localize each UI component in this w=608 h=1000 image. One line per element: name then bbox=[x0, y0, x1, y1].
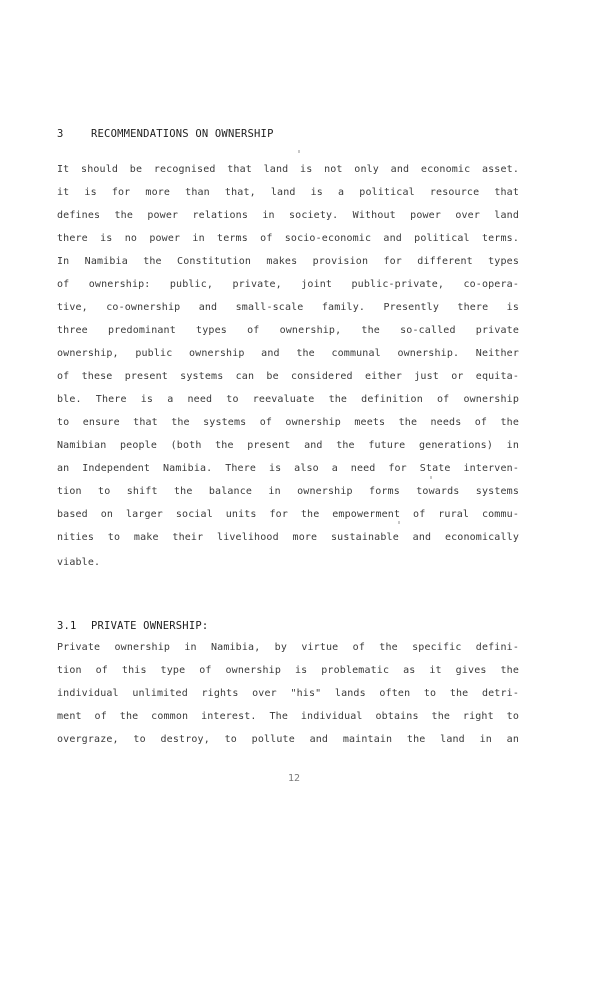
body-line: based on larger social units for the empowerment of rural commu- bbox=[57, 509, 519, 520]
body-line: nities to make their livelihood more sustainable and economically bbox=[57, 532, 519, 543]
body-line-last: viable. bbox=[57, 557, 101, 568]
body-line: it is for more than that, land is a political resource that bbox=[57, 187, 519, 198]
body-line: In Namibia the Constitution makes provision for different types bbox=[57, 256, 519, 267]
body-line: of ownership: public, private, joint public-private, co-opera- bbox=[57, 279, 519, 290]
section-3-number: 3 bbox=[57, 128, 64, 140]
scan-speck bbox=[398, 521, 400, 524]
section-3-1-number: 3.1 bbox=[57, 620, 77, 632]
body-line: there is no power in terms of socio-economic and political terms. bbox=[57, 233, 519, 244]
body-line: tive, co-ownership and small-scale family. Presently there is bbox=[57, 302, 519, 313]
body-line: ment of the common interest. The individual obtains the right to bbox=[57, 711, 519, 722]
scan-speck bbox=[430, 476, 432, 479]
body-line: overgraze, to destroy, to pollute and maintain the land in an bbox=[57, 734, 519, 745]
body-line: individual unlimited rights over "his" lands often to the detri- bbox=[57, 688, 519, 699]
section-3-1-title: PRIVATE OWNERSHIP: bbox=[91, 620, 209, 632]
section-3-heading bbox=[57, 128, 274, 140]
page-number: 12 bbox=[288, 773, 301, 784]
body-line: It should be recognised that land is not only and economic asset. bbox=[57, 164, 519, 175]
section-3-title: RECOMMENDATIONS ON OWNERSHIP bbox=[91, 128, 274, 140]
body-line: tion of this type of ownership is problematic as it gives the bbox=[57, 665, 519, 676]
body-line: an Independent Namibia. There is also a need for State interven- bbox=[57, 463, 519, 474]
body-line: Namibian people (both the present and the future generations) in bbox=[57, 440, 519, 451]
body-line: Private ownership in Namibia, by virtue of the specific defini- bbox=[57, 642, 519, 653]
body-line: to ensure that the systems of ownership meets the needs of the bbox=[57, 417, 519, 428]
body-line: three predominant types of ownership, the so-called private bbox=[57, 325, 519, 336]
body-line: of these present systems can be considered either just or equita- bbox=[57, 371, 519, 382]
scan-speck bbox=[298, 150, 300, 153]
body-line: tion to shift the balance in ownership forms towards systems bbox=[57, 486, 519, 497]
section-3-1-heading bbox=[57, 620, 208, 632]
body-line: ownership, public ownership and the communal ownership. Neither bbox=[57, 348, 519, 359]
body-line: ble. There is a need to reevaluate the definition of ownership bbox=[57, 394, 519, 405]
body-line: defines the power relations in society. Without power over land bbox=[57, 210, 519, 221]
